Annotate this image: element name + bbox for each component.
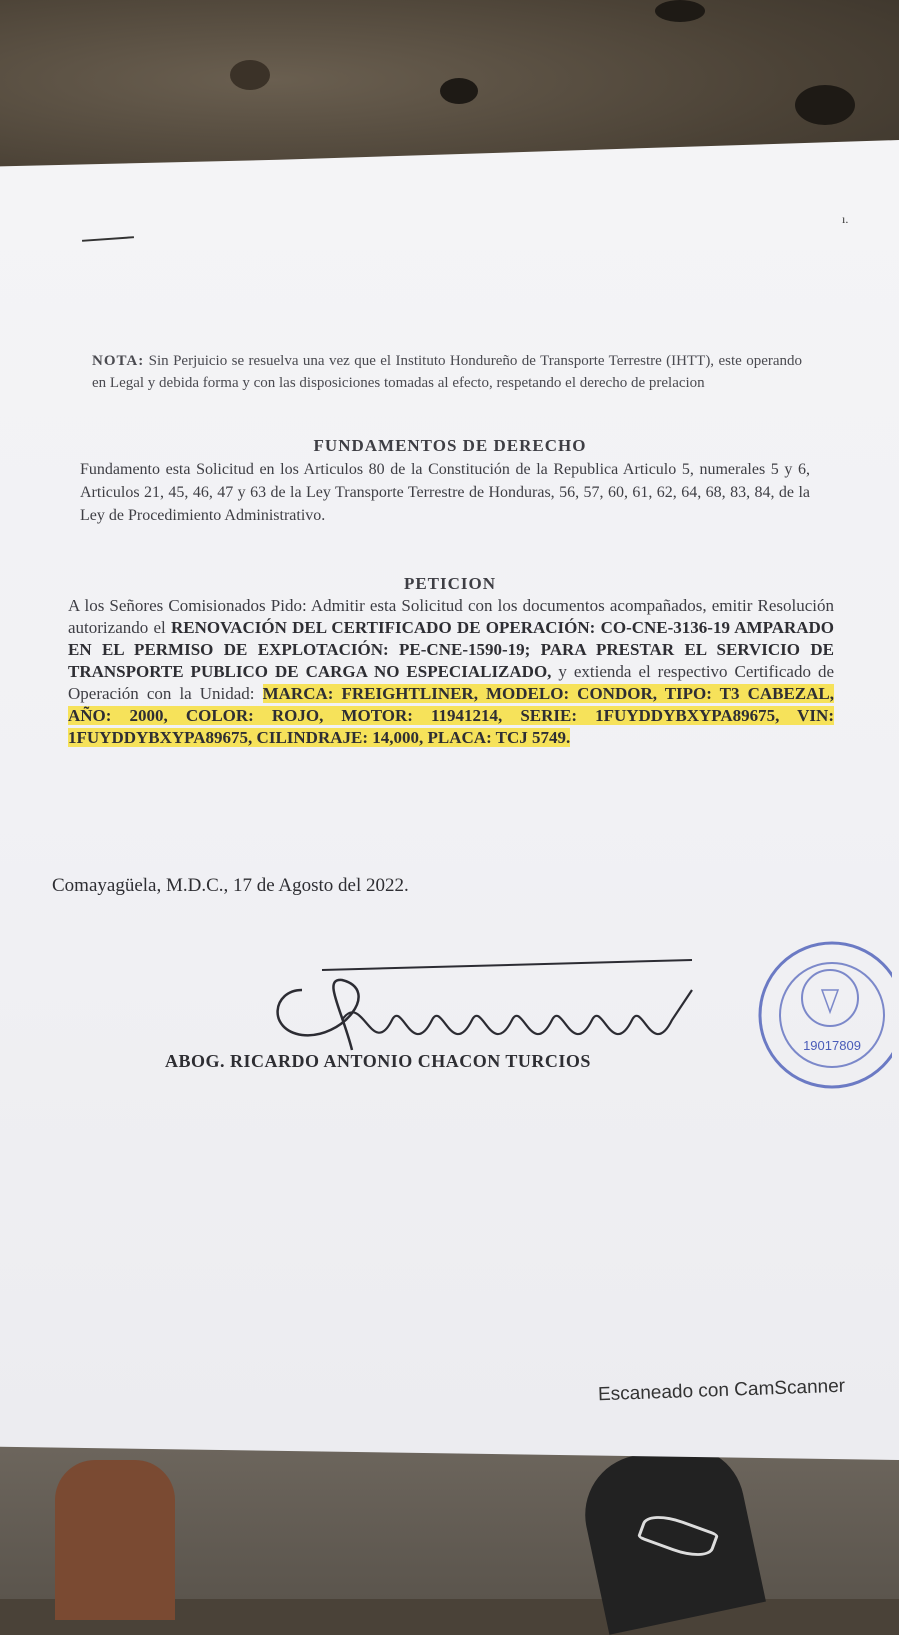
corner-mark: ı. [842,212,849,226]
nota-paragraph [92,350,802,394]
foot [55,1460,175,1620]
floor-hole [655,0,705,22]
vehicle-details-highlighted: MARCA: FREIGHTLINER, MODELO: CONDOR, TIPO: T3 CABEZAL, AÑO: 2000, COLOR: ROJO, MOTOR: 11941214, SERIE: 1FUYDDYBXYPA89675, VIN: 1FUYDDYBXYPA89675, CILINDRAJE: 14,000, PLACA: TCJ 5749. [68,684,835,747]
fundamentos-paragraph: Fundamento esta Solicitud en los Articulos 80 de la Constitución de la Republica Articulo 5, numerales 5 y 6, Articulos 21, 45, 46, 47 y 63 de la Ley Transporte Terrestre de Honduras, 56, 57, 60, 61, 62, 64, 68, 83, 84, de la Ley de Procedimiento Administrativo. [80,461,810,524]
official-seal-icon [752,930,892,1100]
peticion-heading: PETICION [403,574,497,593]
fundamentos-heading: FUNDAMENTOS DE DERECHO [313,436,587,455]
floor-hole [440,78,478,104]
nota-text: Sin Perjuicio se resuelva una vez que el Instituto Hondureño de Transporte Terrestre (IHTT), este operando en Legal y debida forma y con las disposiciones tomadas al efecto, respetando el derecho de prelacion [92,353,803,391]
signer-name: ABOG. RICARDO ANTONIO CHACON TURCIOS [165,1051,591,1071]
nota-label: NOTA: [92,353,145,369]
floor-hole [230,60,270,90]
peticion-bold-text: RENOVACIÓN DEL CERTIFICADO DE OPERACIÓN: CO-CNE-3136-19 AMPARADO EN EL PERMISO DE EXPLOTACIÓN: PE-CNE-1590-19; PARA PRESTAR EL SERVICIO DE TRANSPORTE PUBLICO DE CARGA NO ESPECIALIZADO, [68,618,835,681]
camscanner-watermark: Escaneado con CamScanner [597,1375,846,1406]
seal-number: 19017809 [803,1038,861,1053]
peticion-paragraph [68,595,834,749]
document-paper [0,140,899,1460]
peticion-after-bold: y extienda el respectivo Certificado de Operación con la Unidad: [68,662,834,703]
date-line: Comayagüela, M.D.C., 17 de Agosto del 2022. [52,875,409,896]
floor-hole [795,85,855,125]
peticion-intro: A los Señores Comisionados Pido: Admitir esta Solicitud con los documentos acompañados, emitir Resolución autorizando el [68,596,834,637]
